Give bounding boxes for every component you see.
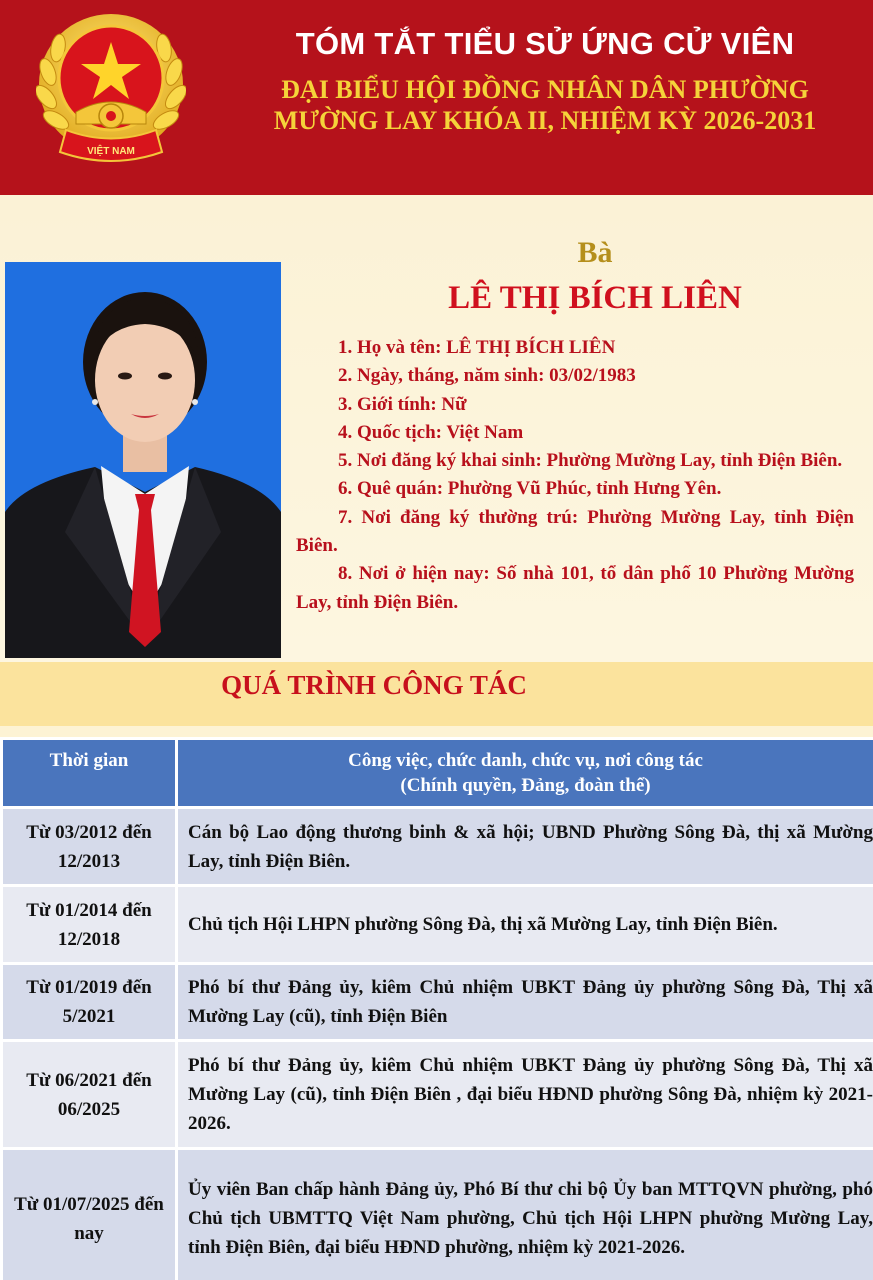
detail-permanent-residence: 7. Nơi đăng ký thường trú: Phường Mường Lay, tỉnh Điện Biên. — [296, 506, 854, 557]
national-emblem-icon — [36, 12, 186, 167]
page-subtitle-line1: ĐẠI BIỂU HỘI ĐỒNG NHÂN DÂN PHƯỜNG — [281, 75, 809, 104]
candidate-photo — [5, 262, 281, 658]
candidate-name: LÊ THỊ BÍCH LIÊN — [448, 280, 742, 316]
detail-gender: 3. Giới tính: Nữ — [338, 393, 467, 415]
job-cell: Ủy viên Ban chấp hành Đảng ủy, Phó Bí thư chi bộ Ủy ban MTTQVN phường, phó Chủ tịch UBMTTQ Việt Nam phường, Chủ tịch Hội LHPN phường Mường Lay, tỉnh Điện Biên, đại biểu HĐND phường, nhiệm kỳ 2021-2026. — [177, 1149, 873, 1280]
job-cell: Phó bí thư Đảng ủy, kiêm Chủ nhiệm UBKT Đảng ủy phường Sông Đà, Thị xã Mường Lay (cũ), tỉnh Điện Biên — [177, 964, 873, 1041]
table-row — [2, 1041, 873, 1149]
career-section-title: QUÁ TRÌNH CÔNG TÁC — [221, 670, 527, 700]
table-header-row — [2, 739, 873, 808]
detail-hometown: 6. Quê quán: Phường Vũ Phúc, tỉnh Hưng Yên. — [338, 478, 722, 500]
svg-text:VIỆT NAM: VIỆT NAM — [87, 146, 135, 157]
table-row — [2, 886, 873, 964]
column-header-job-line2: (Chính quyền, Đảng, đoàn thể) — [400, 775, 651, 796]
career-table — [0, 737, 873, 1280]
table-row — [2, 1149, 873, 1280]
period-cell: Từ 01/2014 đến 12/2018 — [2, 886, 177, 964]
job-cell: Chủ tịch Hội LHPN phường Sông Đà, thị xã Mường Lay, tỉnh Điện Biên. — [177, 886, 873, 964]
page-title: TÓM TẮT TIỂU SỬ ỨNG CỬ VIÊN — [295, 26, 795, 61]
column-header-period: Thời gian — [2, 739, 177, 808]
detail-birth-registration: 5. Nơi đăng ký khai sinh: Phường Mường Lay, tỉnh Điện Biên. — [338, 450, 843, 472]
column-header-job — [177, 739, 873, 808]
period-cell: Từ 01/2019 đến 5/2021 — [2, 964, 177, 1041]
table-row — [2, 808, 873, 886]
column-header-job-line1: Công việc, chức danh, chức vụ, nơi công tác — [348, 750, 703, 771]
detail-nationality: 4. Quốc tịch: Việt Nam — [338, 421, 524, 443]
job-cell: Phó bí thư Đảng ủy, kiêm Chủ nhiệm UBKT Đảng ủy phường Sông Đà, Thị xã Mường Lay (cũ), tỉnh Điện Biên , đại biểu HĐND phường Sông Đà, nhiệm kỳ 2021-2026. — [177, 1041, 873, 1149]
job-cell: Cán bộ Lao động thương binh & xã hội; UBND Phường Sông Đà, thị xã Mường Lay, tỉnh Điện Biên. — [177, 808, 873, 886]
page-subtitle-line2: MƯỜNG LAY KHÓA II, NHIỆM KỲ 2026-2031 — [273, 106, 817, 135]
table-row — [2, 964, 873, 1041]
period-cell: Từ 06/2021 đến 06/2025 — [2, 1041, 177, 1149]
detail-full-name: 1. Họ và tên: LÊ THỊ BÍCH LIÊN — [338, 337, 616, 358]
period-cell: Từ 01/07/2025 đến nay — [2, 1149, 177, 1280]
detail-current-address: 8. Nơi ở hiện nay: Số nhà 101, tổ dân phố 10 Phường Mường Lay, tỉnh Điện Biên. — [296, 563, 854, 613]
period-cell: Từ 03/2012 đến 12/2013 — [2, 808, 177, 886]
detail-birth-date: 2. Ngày, tháng, năm sinh: 03/02/1983 — [338, 365, 636, 387]
candidate-honorific: Bà — [577, 236, 613, 269]
candidate-details — [296, 334, 854, 617]
